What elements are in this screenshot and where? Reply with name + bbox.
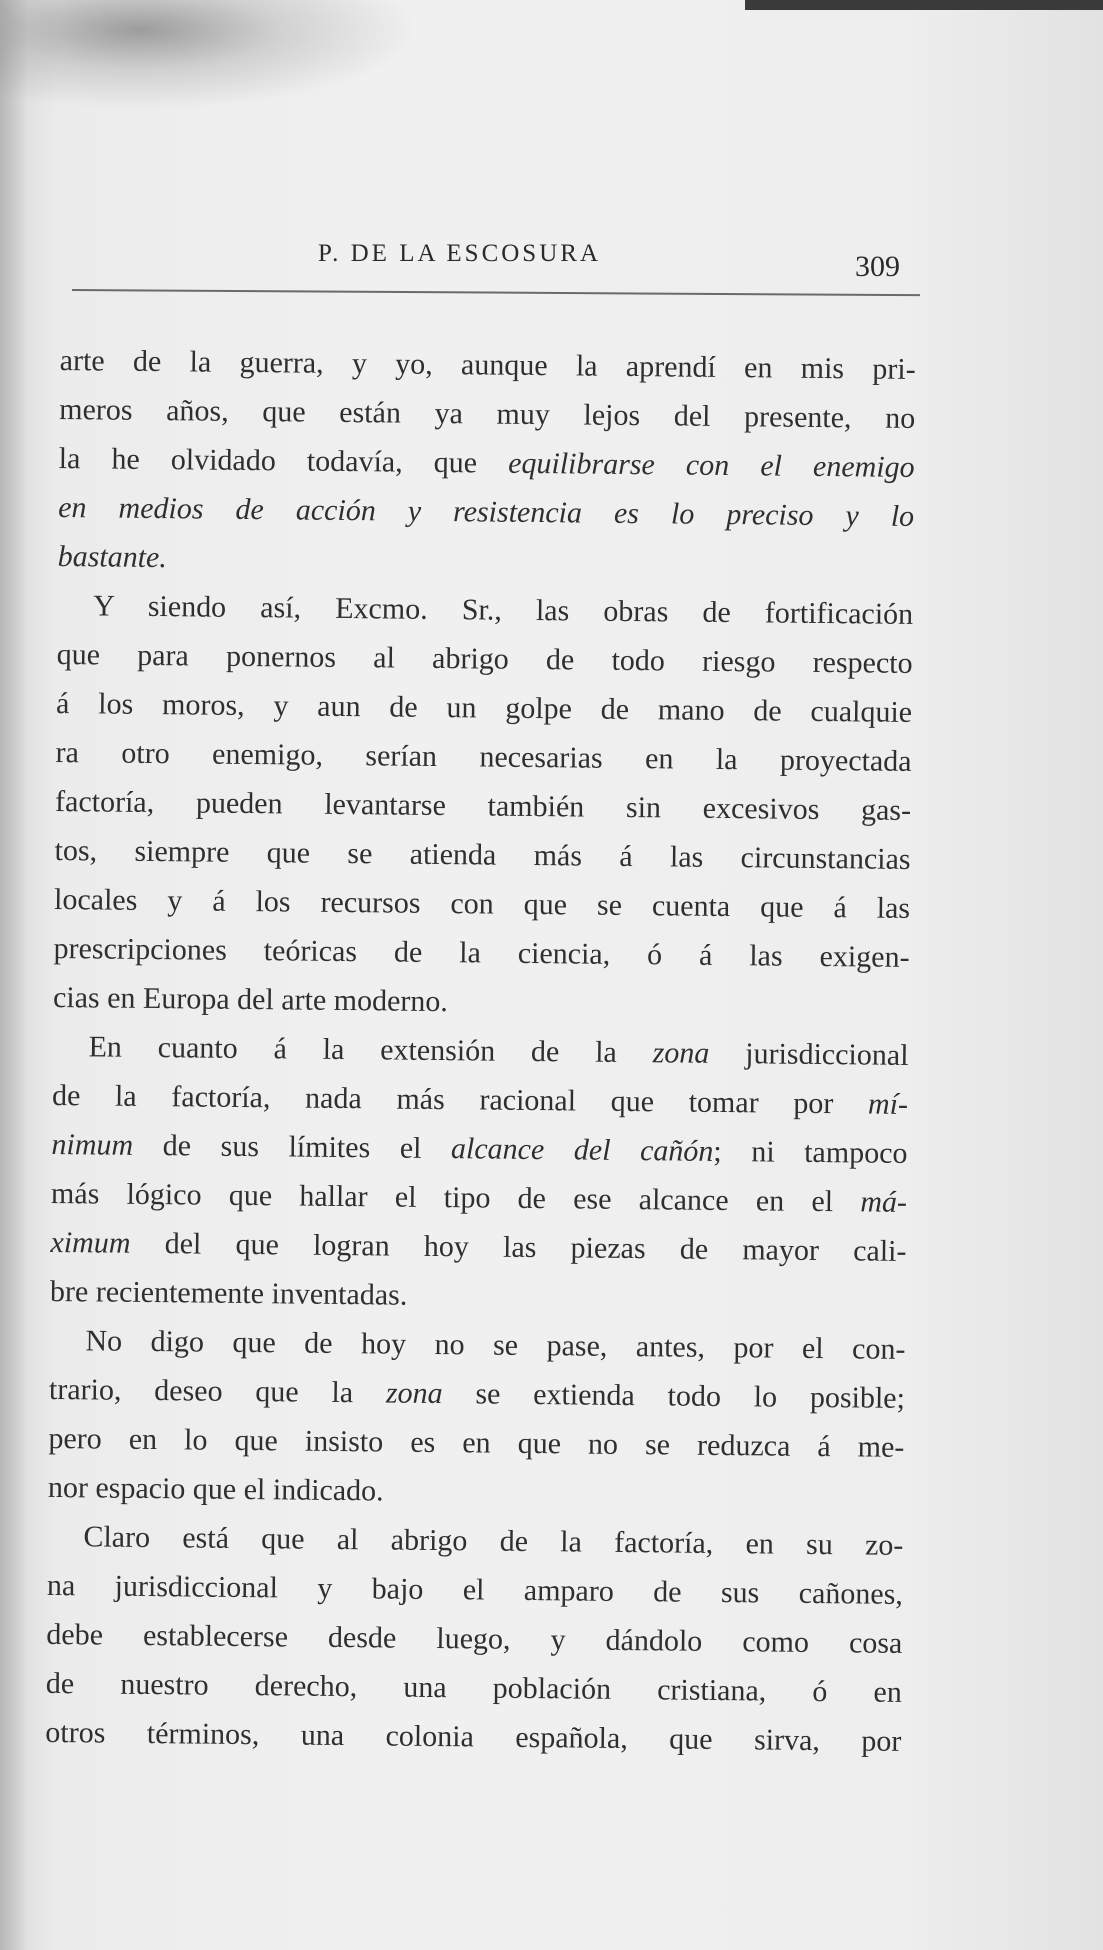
page-edge-shadow (745, 0, 1103, 10)
text-line: la he olvidado todavía, que equilibrarse con el enemigo (58, 441, 915, 484)
text-line: debe establecerse desde luego, y dándolo como cosa (46, 1617, 903, 1660)
ink-smudge (0, 0, 420, 110)
text-line: de la factoría, nada más racional que tomar por mí- (51, 1078, 909, 1121)
text-line: trario, deseo que la zona se extienda todo lo posible; (48, 1372, 906, 1415)
text-line: Y siendo así, Excmo. Sr., las obras de fortificación (93, 589, 914, 631)
text-line: pero en lo que insisto es en que no se reduzca á me- (48, 1421, 905, 1464)
text-line: En cuanto á la extensión de la zona jurisdiccional (88, 1030, 909, 1072)
text-line: ximum del que logran hoy las piezas de mayor cali- (50, 1225, 907, 1268)
text-line: prescripciones teóricas de la ciencia, ó á las exigen- (53, 931, 910, 974)
text-line: nimum de sus límites el alcance del cañón; ni tampoco (51, 1127, 908, 1170)
text-line: No digo que de hoy no se pase, antes, por el con- (85, 1324, 906, 1366)
text-line: bastante. (57, 539, 168, 575)
text-line: locales y á los recursos con que se cuenta que á las (53, 882, 911, 925)
header-rule (72, 289, 920, 296)
text-line: más lógico que hallar el tipo de ese alcance en el má- (50, 1176, 908, 1219)
body-text (45, 336, 916, 1766)
text-line: Claro está que al abrigo de la factoría, en su zo- (83, 1520, 904, 1562)
page-number: 309 (855, 250, 900, 283)
text-line: meros años, que están ya muy lejos del presente, no (59, 392, 916, 435)
text-line: bre recientemente inventadas. (49, 1274, 408, 1312)
text-line: ra otro enemigo, serían necesarias en la proyectada (55, 735, 912, 778)
text-line: otros términos, una colonia española, que sirva, por (45, 1715, 902, 1758)
running-head: P. DE LA ESCOSURA (318, 240, 601, 267)
text-line: factoría, pueden levantarse también sin excesivos gas- (54, 784, 912, 827)
text-line: tos, siempre que se atienda más á las circunstancias (54, 833, 911, 876)
text-line: arte de la guerra, y yo, aunque la aprendí en mis pri- (59, 343, 916, 386)
text-line: na jurisdiccional y bajo el amparo de sus cañones, (46, 1568, 904, 1611)
text-line: nor espacio que el indicado. (47, 1470, 384, 1508)
text-line: cias en Europa del arte moderno. (52, 980, 449, 1019)
spine-shadow (0, 0, 28, 1950)
text-line: de nuestro derecho, una población cristiana, ó en (45, 1666, 903, 1709)
text-line: á los moros, y aun de un golpe de mano de cualquie (55, 686, 913, 729)
text-line: en medios de acción y resistencia es lo preciso y lo (58, 490, 915, 533)
text-line: que para ponernos al abrigo de todo riesgo respecto (56, 637, 913, 680)
